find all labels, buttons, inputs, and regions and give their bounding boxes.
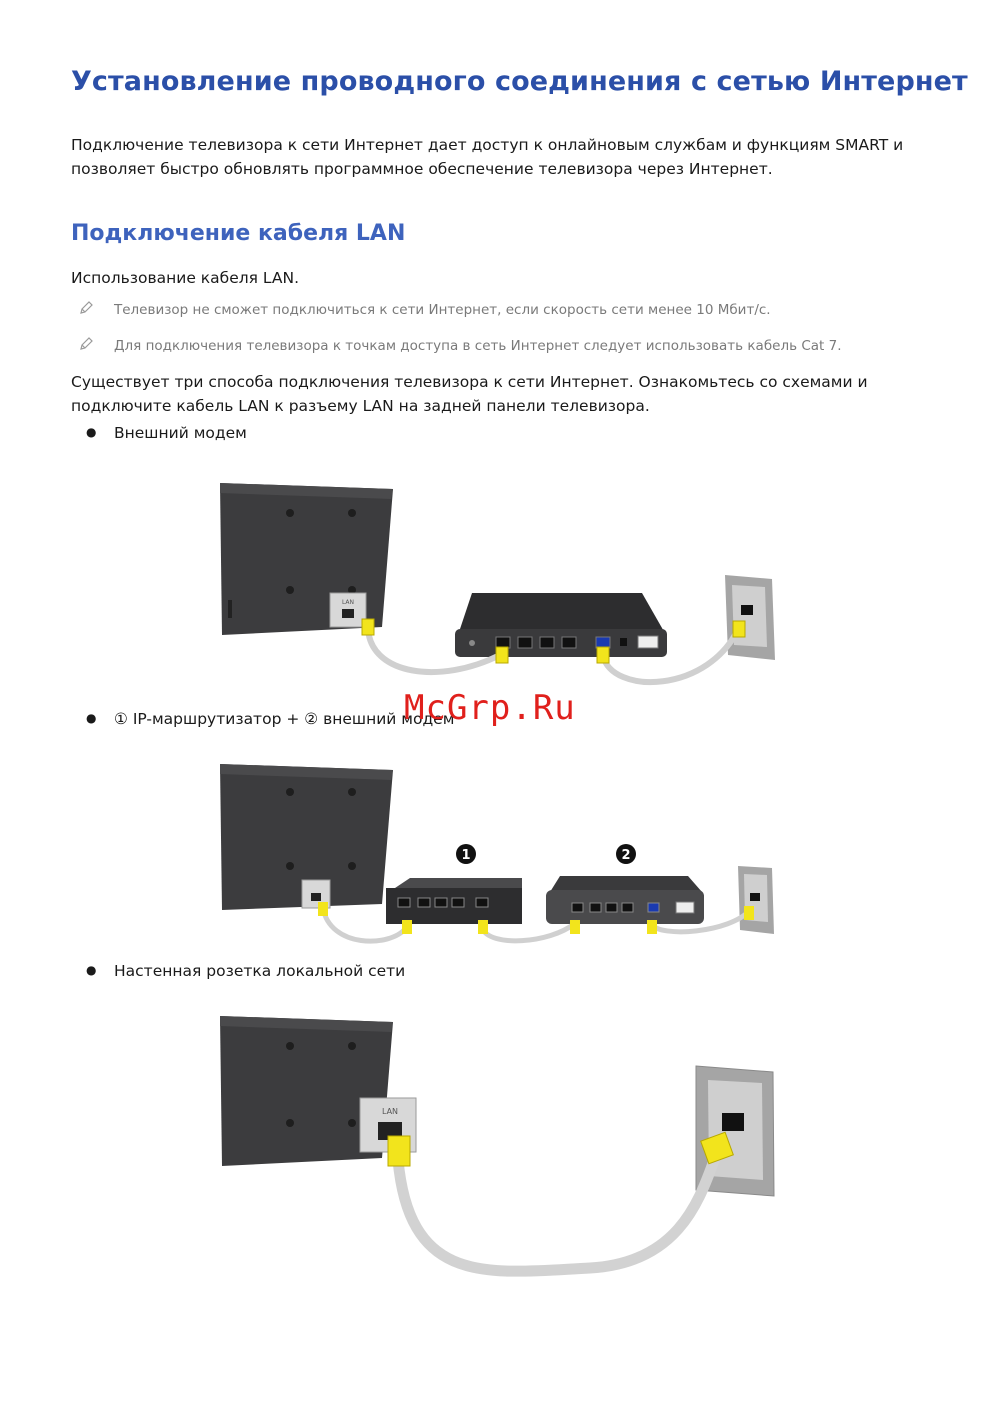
diagram-wall-socket <box>210 1008 790 1298</box>
lan-cable <box>388 1132 733 1271</box>
diagram-external-modem <box>210 475 790 700</box>
pencil-icon <box>78 336 96 356</box>
connection-methods-paragraph: Существует три способа подключения телевизора к сети Интернет. Ознакомьтесь со схемами и подключите кабель LAN к разъему LAN на задней панели телевизора. <box>71 373 868 415</box>
external-modem <box>546 876 704 924</box>
method-label: ① IP-маршрутизатор + ② внешний модем <box>114 710 455 728</box>
svg-text:2: 2 <box>621 848 631 863</box>
svg-text:LAN: LAN <box>381 1107 399 1116</box>
page-title: Установление проводного соединения с сетью Интернет <box>71 66 968 97</box>
note-cable <box>78 336 841 356</box>
wall-lan-socket <box>738 866 774 934</box>
method-label: Настенная розетка локальной сети <box>114 962 406 980</box>
method-item-router-modem: ● ① IP-маршрутизатор + ② внешний модем <box>86 710 455 728</box>
ip-router <box>386 878 522 924</box>
method-label: Внешний модем <box>114 424 247 442</box>
tv-back-panel <box>220 483 393 635</box>
callout-1 <box>456 844 476 864</box>
pencil-icon <box>78 300 96 320</box>
method-item-external-modem: ● Внешний модем <box>86 424 247 442</box>
note-text: Для подключения телевизора к точкам доступа в сеть Интернет следует использовать кабель Cat 7. <box>114 338 842 354</box>
diagram-router-modem <box>210 758 790 953</box>
watermark: McGrp.Ru <box>404 688 576 728</box>
external-modem <box>455 593 667 657</box>
svg-text:LAN: LAN <box>341 599 355 606</box>
callout-2 <box>616 844 636 864</box>
section-title: Подключение кабеля LAN <box>71 221 406 246</box>
note-text: Телевизор не сможет подключиться к сети Интернет, если скорость сети менее 10 Мбит/с. <box>114 302 771 318</box>
svg-text:1: 1 <box>461 848 471 863</box>
tv-lan-port-box <box>330 593 366 627</box>
section-subtitle: Использование кабеля LAN. <box>71 269 300 287</box>
wall-lan-socket <box>725 575 775 660</box>
intro-text: Подключение телевизора к сети Интернет дает доступ к онлайновым службам и функциям SMART и позволяет быстро обновлять программное обеспечение телевизора через Интернет. <box>71 136 904 178</box>
method-item-wall-socket: ● Настенная розетка локальной сети <box>86 962 406 980</box>
note-speed <box>78 300 771 320</box>
